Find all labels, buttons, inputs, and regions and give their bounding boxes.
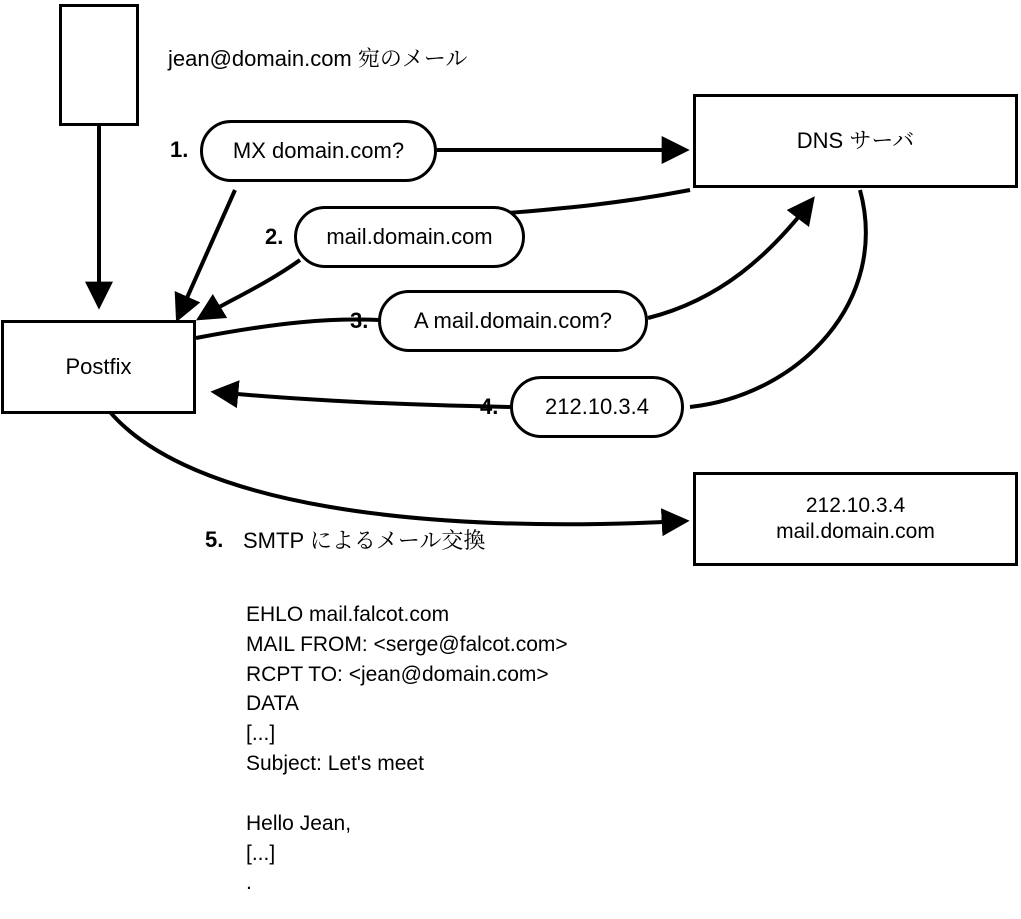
arrow-query-a-to-dns: [648, 200, 812, 318]
arrow-answer-mx-to-postfix: [200, 260, 300, 318]
message-bubble-mx-query: MX domain.com?: [200, 120, 437, 182]
smtp-exchange-label: SMTP によるメール交換: [243, 528, 486, 553]
message-bubble-a-query: A mail.domain.com?: [378, 290, 648, 352]
postfix-node: Postfix: [1, 320, 196, 414]
step-number-4: 4.: [480, 394, 499, 419]
dns-server-node: DNS サーバ: [693, 94, 1018, 188]
mail-destination-label: jean@domain.com 宛のメール: [168, 46, 468, 71]
mail-server-node: 212.10.3.4 mail.domain.com: [693, 472, 1018, 566]
arrow-postfix-to-query-mx: [178, 190, 235, 318]
step-number-3: 3.: [350, 308, 369, 333]
message-bubble-mx-answer: mail.domain.com: [294, 206, 525, 268]
step-number-1: 1.: [170, 137, 189, 162]
step-number-2: 2.: [265, 224, 284, 249]
step-number-5: 5.: [205, 527, 224, 552]
arrow-dns-to-answer-a: [690, 190, 866, 407]
sender-box: [59, 4, 139, 126]
message-bubble-a-answer: 212.10.3.4: [510, 376, 684, 438]
smtp-transcript: EHLO mail.falcot.com MAIL FROM: <serge@falcot.com> RCPT TO: <jean@domain.com> DATA [...] Subject: Let's meet Hello Jean, [...] .: [246, 603, 568, 895]
arrow-answer-a-to-postfix: [215, 392, 512, 407]
